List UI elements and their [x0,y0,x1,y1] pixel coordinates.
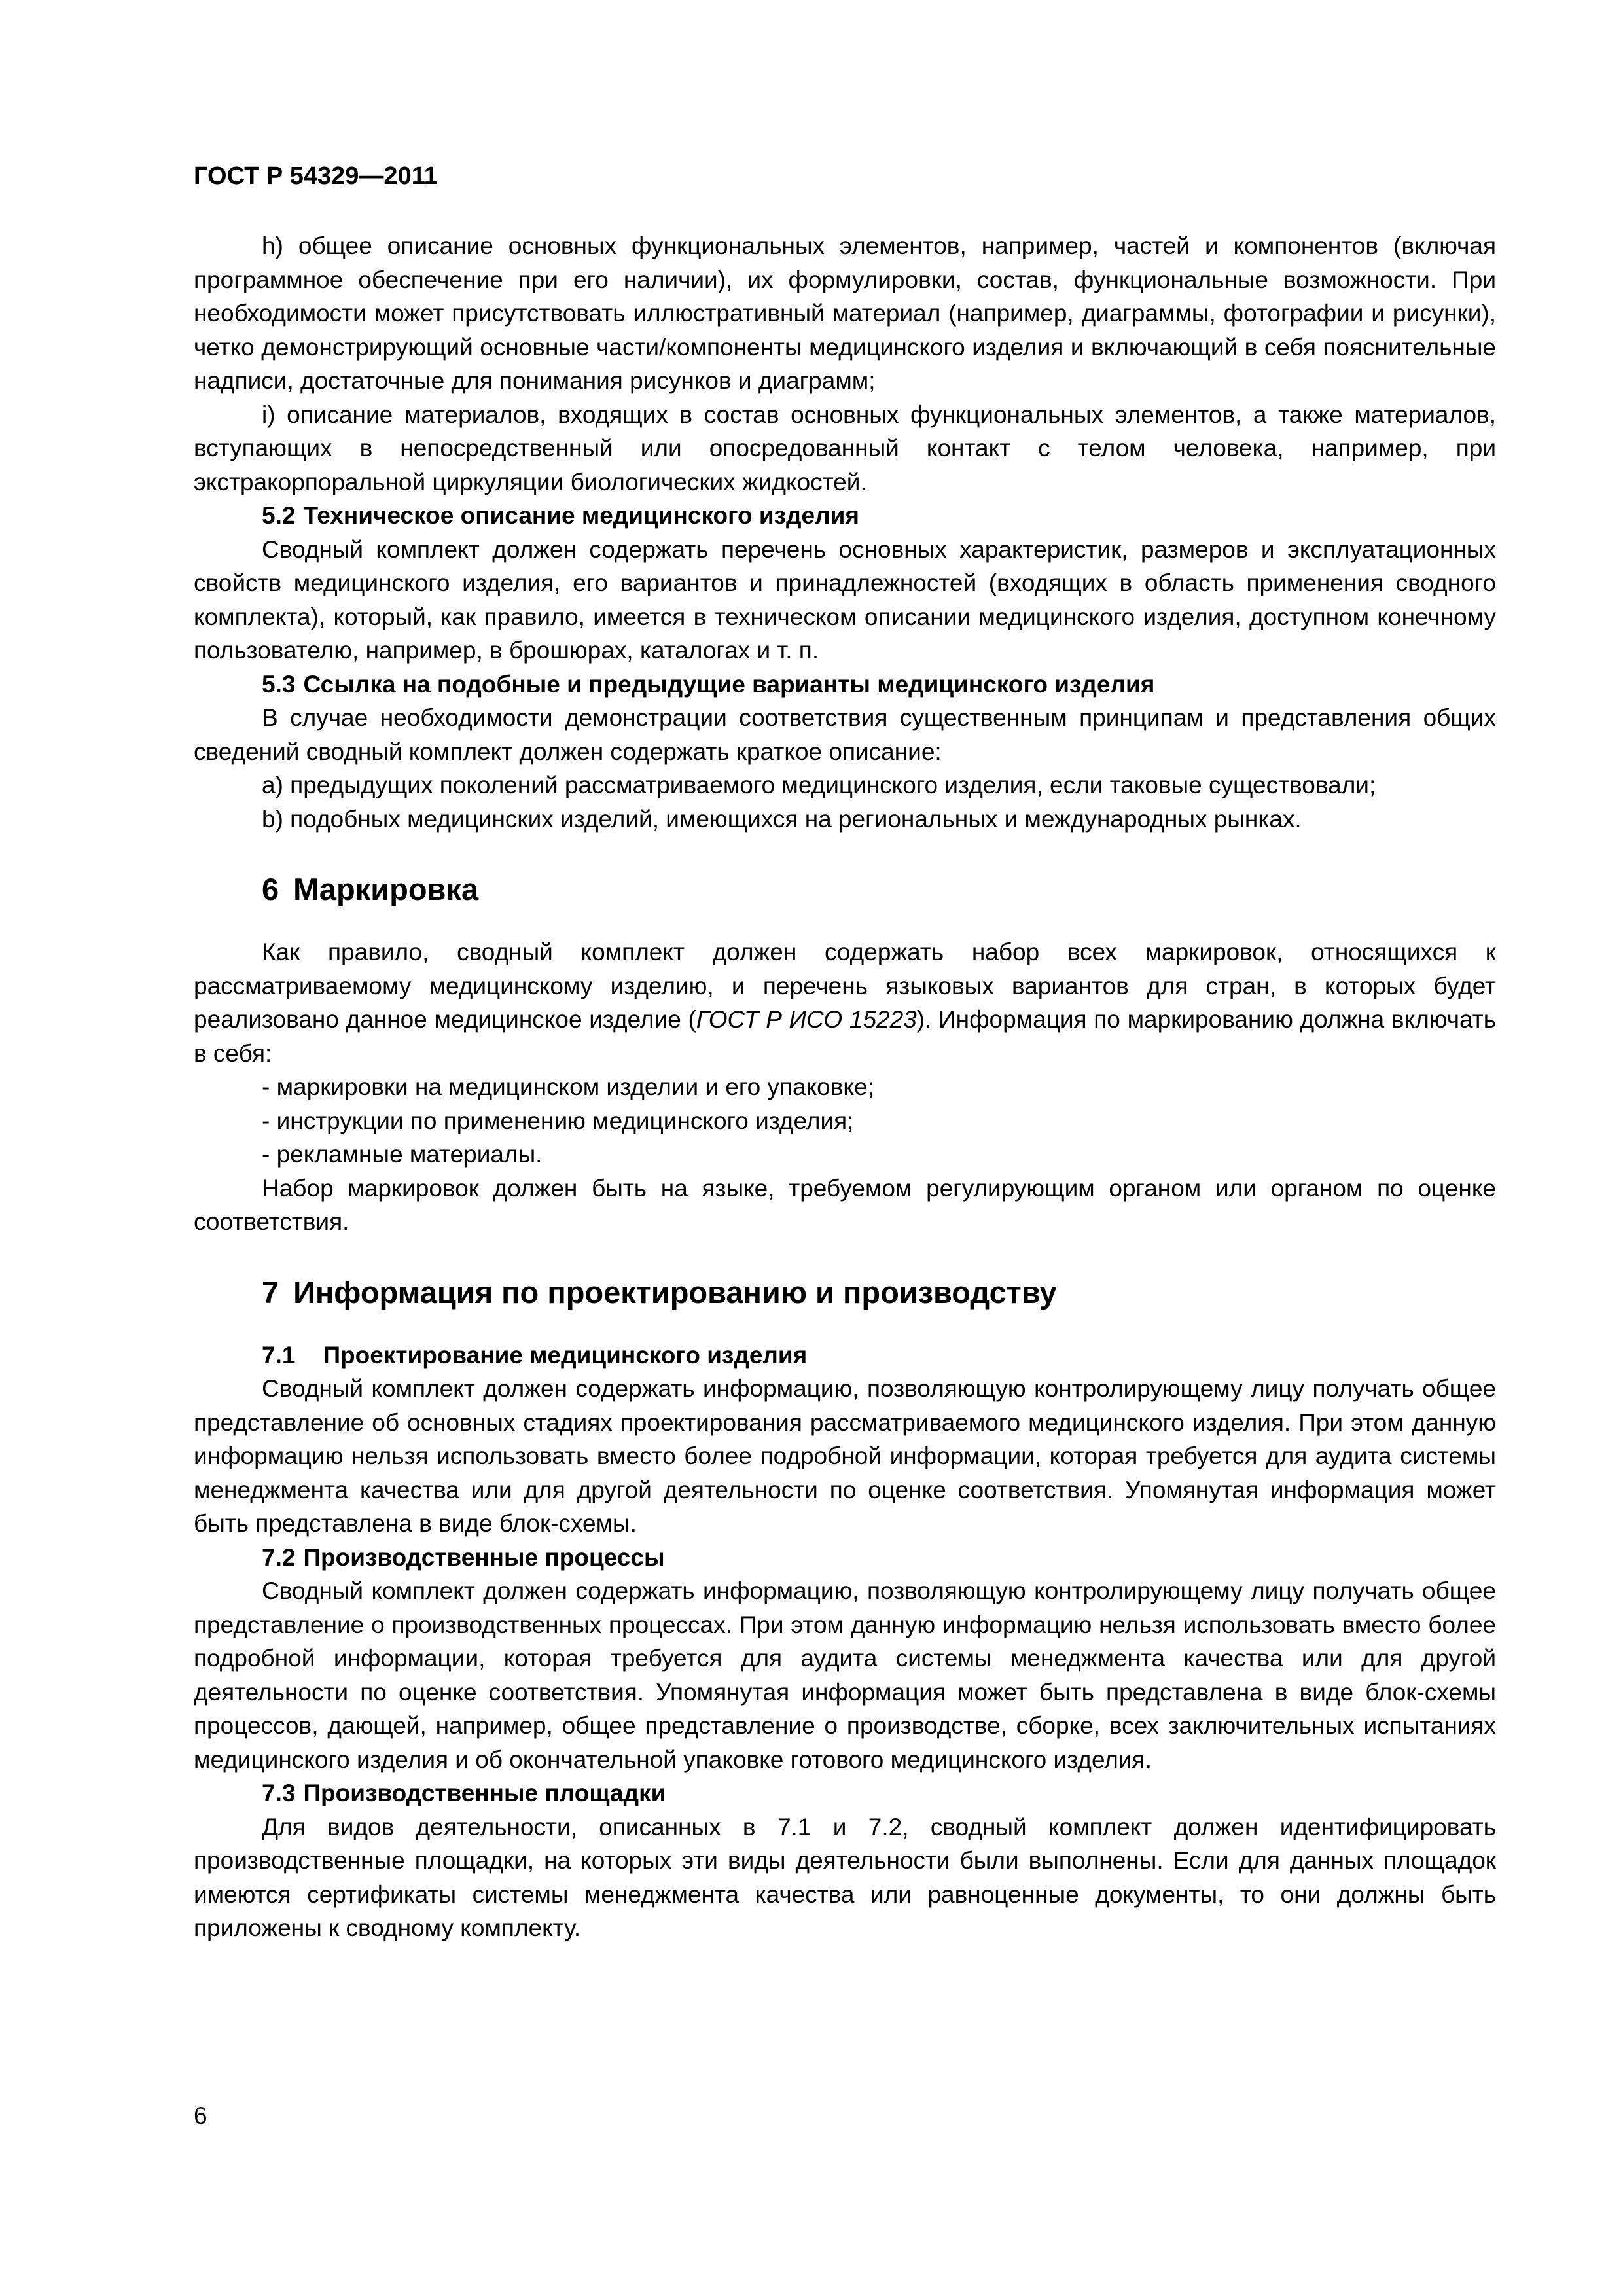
section-title: Производственные процессы [303,1543,665,1571]
list-item-a: a) предыдущих поколений рассматриваемого медицинского изделия, если таковые существовали; [262,772,1376,798]
paragraph-6-intro [194,935,1496,1070]
document-code-header: ГОСТ Р 54329—2011 [194,162,438,190]
dash-item-2: - инструкции по применению медицинского изделия; [262,1107,854,1134]
paragraph-text: Как правило, сводный комплект должен содержать набор всех маркировок, относящихся к рассматриваемому медицинскому изделию, и перечень языковых вариантов для стран, в которых будет реализовано данное медицинское изделие ( [194,939,1496,1033]
section-heading-5-3 [194,668,1496,702]
section-title: Маркировка [293,872,479,906]
paragraph-6-language: Набор маркировок должен быть на языке, требуемом регулирующим органом или органом по оценке соответствия. [194,1174,1496,1235]
section-number: 7.3 [262,1780,296,1806]
section-number: 7.1 [262,1341,296,1369]
section-title: Информация по проектированию и производству [293,1274,1057,1310]
section-number: 7.2 [262,1543,296,1571]
paragraph-5-2: Сводный комплект должен содержать перечень основных характеристик, размеров и эксплуатационных свойств медицинского изделия, его вариантов и принадлежностей (входящих в область применения сводного комплекта), который, как правило, имеется в техническом описании медицинского изделия, доступном конечному пользователю, например, в брошюрах, каталогах и т. п. [194,535,1496,664]
section-heading-5-2 [194,499,1496,533]
dash-item-1: - маркировки на медицинском изделии и его упаковке; [262,1073,874,1100]
section-title: Ссылка на подобные и предыдущие варианты медицинского изделия [303,670,1155,698]
section-number: 5.2 [262,502,296,529]
standard-reference: ГОСТ Р ИСО 15223 [696,1006,917,1033]
list-item-h: h) общее описание основных функциональных элементов, например, частей и компонентов (включая программное обеспечение при его наличии), их формулировки, состав, функциональные возможности. При необходимости может присутствовать иллюстративный материал (например, диаграммы, фотографии и рисунки), четко демонстрирующий основные части/компоненты медицинского изделия и включающий в себя пояснительные надписи, достаточные для понимания рисунков и диаграмм; [194,232,1496,394]
dash-item-3: - рекламные материалы. [262,1141,543,1168]
section-title: Проектирование медицинского изделия [323,1341,808,1369]
section-number: 6 [262,872,279,906]
paragraph-7-1: Сводный комплект должен содержать информацию, позволяющую контролирующему лицу получать общее представление об основных стадиях проектирования рассматриваемого медицинского изделия. При этом данную информацию нельзя использовать вместо более подробной информации, которая требуется для аудита системы менеджмента качества или для другой деятельности по оценке соответствия. Упомянутая информация может быть представлена в виде блок-схемы. [194,1375,1496,1537]
section-heading-7-1 [194,1338,1496,1372]
section-heading-7-2 [194,1541,1496,1575]
section-number: 5.3 [262,670,296,698]
page-number: 6 [194,2102,207,2129]
section-heading-7 [194,1273,1496,1312]
paragraph-7-3: Для видов деятельности, описанных в 7.1 и 7.2, сводный комплект должен идентифицировать производственные площадки, на которых эти виды деятельности были выполнены. Если для данных площадок имеются сертификаты системы менеджмента качества или равноценные документы, то они должны быть приложены к сводному комплекту. [194,1813,1496,1941]
section-title: Техническое описание медицинского изделия [303,502,859,529]
paragraph-7-2: Сводный комплект должен содержать информацию, позволяющую контролирующему лицу получать общее представление о производственных процессах. При этом данную информацию нельзя использовать вместо более подробной информации, которая требуется для аудита системы менеджмента качества или для другой деятельности по оценке соответствия. Упомянутая информация может быть представлена в виде блок-схемы процессов, дающей, например, общее представление о производстве, сборке, всех заключительных испытаниях медицинского изделия и об окончательной упаковке готового медицинского изделия. [194,1577,1496,1773]
section-title: Производственные площадки [303,1780,666,1806]
paragraph-5-3: В случае необходимости демонстрации соответствия существенным принципам и представления общих сведений сводный комплект должен содержать краткое описание: [194,704,1496,765]
section-number: 7 [262,1274,279,1310]
section-heading-6 [194,870,1496,909]
list-item-b: b) подобных медицинских изделий, имеющихся на региональных и международных рынках. [262,805,1302,833]
paragraph-text: ). Информация по маркированию должна включать в себя: [194,1006,1496,1067]
page-content [194,229,1496,1945]
section-heading-7-3 [194,1776,1496,1810]
list-item-i: i) описание материалов, входящих в состав основных функциональных элементов, а также материалов, вступающих в непосредственный или опосредованный контакт с телом человека, например, при экстракорпоральной циркуляции биологических жидкостей. [194,401,1496,495]
